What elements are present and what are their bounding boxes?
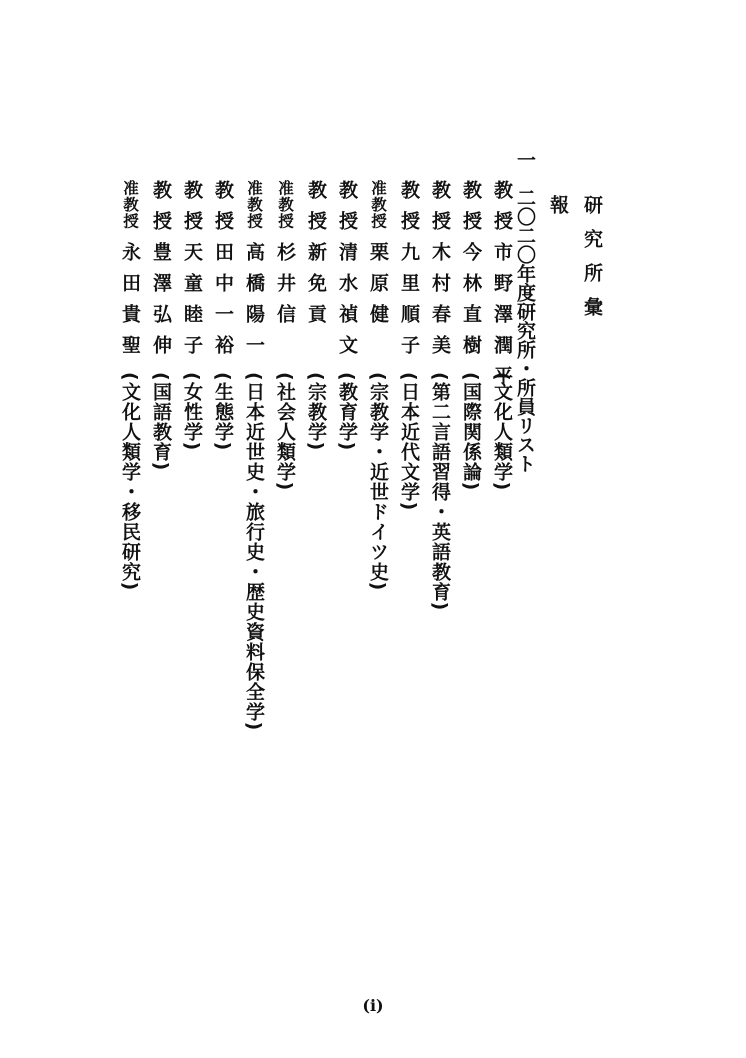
section-number: 一 (514, 150, 536, 169)
member-rank: 教授 (336, 180, 358, 242)
member-field: (日本近世史・旅行史・歴史資料保全学) (243, 372, 265, 732)
member-entry (115, 180, 145, 640)
member-entry (425, 180, 455, 640)
member-rank: 准教授 (121, 180, 139, 230)
member-entry (146, 180, 176, 640)
member-name: 栗原健 (367, 242, 389, 335)
page-number: (ⅰ) (362, 996, 384, 1015)
member-name: 田中一裕 (212, 242, 234, 366)
member-field: (宗教学) (305, 372, 327, 452)
member-field: (第二言語習得・英語教育) (429, 372, 451, 612)
member-field: (国際関係論) (460, 372, 482, 492)
member-entry (177, 180, 207, 640)
member-rank: 教授 (305, 180, 327, 242)
member-entry (239, 180, 269, 732)
member-field: (宗教学・近世ドイツ史) (367, 372, 389, 592)
member-field: (文化人類学) (491, 372, 513, 492)
member-name: 今林直樹 (460, 242, 482, 366)
member-entry (456, 180, 486, 640)
member-field: (生態学) (212, 372, 234, 452)
member-rank: 准教授 (369, 180, 387, 230)
member-field: (国語教育) (150, 372, 172, 472)
member-rank: 教授 (491, 180, 513, 242)
member-rank: 教授 (150, 180, 172, 242)
member-name: 永田貴聖 (119, 242, 141, 366)
member-name: 清水禎文 (336, 242, 358, 366)
member-name: 豊澤弘伸 (150, 242, 172, 366)
member-rank: 教授 (398, 180, 420, 242)
member-name: 新免貢 (305, 242, 327, 335)
member-name: 高橋陽一 (243, 242, 265, 366)
member-field: (女性学) (181, 372, 203, 452)
member-rank: 准教授 (276, 180, 294, 230)
member-entry (394, 180, 424, 640)
member-rank: 教授 (212, 180, 234, 242)
member-rank: 教授 (460, 180, 482, 242)
member-entry (332, 180, 362, 640)
member-entry (270, 180, 300, 640)
member-entry (363, 180, 393, 640)
member-name: 木村春美 (429, 242, 451, 366)
member-field: (社会人類学) (274, 372, 296, 492)
member-entry (301, 180, 331, 640)
member-rank: 准教授 (245, 180, 263, 230)
member-field: (教育学) (336, 372, 358, 452)
member-rank: 教授 (181, 180, 203, 242)
member-name: 市野澤潤平 (491, 242, 513, 397)
section-title: 二〇二〇年度研究所・所員リスト (514, 187, 536, 473)
member-name: 九里順子 (398, 242, 420, 366)
member-field: (日本近代文学) (398, 372, 420, 512)
member-rank: 教授 (429, 180, 451, 242)
running-header: 研究所彙報 (547, 195, 603, 331)
member-field: (文化人類学・移民研究) (119, 372, 141, 592)
member-entry (487, 180, 517, 640)
member-entry (208, 180, 238, 640)
member-name: 杉井信 (274, 242, 296, 335)
member-name: 天童睦子 (181, 242, 203, 366)
